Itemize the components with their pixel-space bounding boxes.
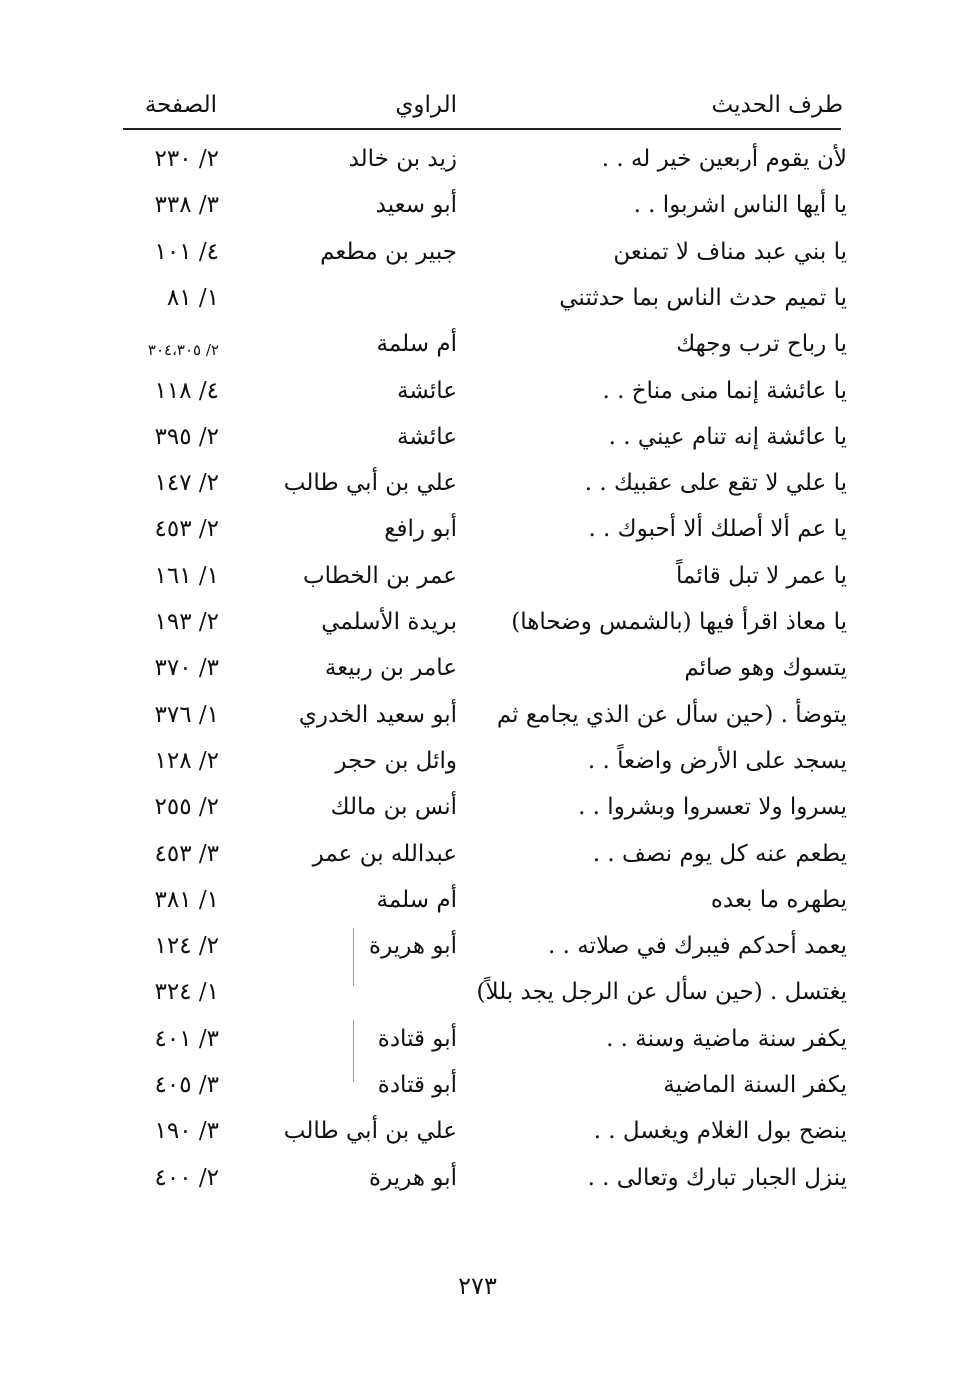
table-row xyxy=(0,462,955,508)
hadith-text: يا رباح ترب وجهك xyxy=(676,331,847,358)
table-row xyxy=(0,1064,955,1110)
narrator-name: علي بن أبي طالب xyxy=(283,470,457,497)
hadith-text: يطهره ما بعده xyxy=(710,886,847,913)
narrator-name: أبو قتادة xyxy=(377,1072,457,1098)
table-row xyxy=(0,555,955,601)
header-narrator: الراوي xyxy=(395,92,457,118)
narrator-name: عامر بن ربيعة xyxy=(324,655,457,682)
narrator-name: عائشة xyxy=(397,377,457,404)
table-row xyxy=(0,231,955,277)
page-ref: ٢/ ١٤٧ xyxy=(154,470,219,497)
narrator-name: أم سلمة xyxy=(376,331,457,358)
hadith-text: يغتسل . (حين سأل عن الرجل يجد بللاً) xyxy=(476,979,847,1006)
table-row xyxy=(0,740,955,786)
narrator-name: عائشة xyxy=(397,423,457,450)
hadith-text: يتوضأ . (حين سأل عن الذي يجامع ثم xyxy=(496,701,847,728)
hadith-text: يا أيها الناس اشربوا . . xyxy=(633,192,847,219)
table-row xyxy=(0,833,955,879)
hadith-text: يا معاذ اقرأ فيها (بالشمس وضحاها) xyxy=(511,609,847,635)
page-ref: ٢/ ١٢٤ xyxy=(154,933,219,960)
narrator-name: أبو هريرة xyxy=(369,933,457,960)
table-row xyxy=(0,694,955,740)
table-row xyxy=(0,971,955,1017)
narrator-name: أبو قتادة xyxy=(377,1025,457,1052)
hadith-text: يا بني عبد مناف لا تمنعن xyxy=(613,238,847,265)
hadith-text: يا عمر لا تبل قائماً xyxy=(676,562,847,589)
hadith-text: يسروا ولا تعسروا وبشروا . . xyxy=(578,794,847,821)
page-ref: ١/ ٣٨١ xyxy=(154,886,219,913)
narrator-name: أنس بن مالك xyxy=(330,794,457,821)
page-ref: ٢/ ٢٣٠ xyxy=(154,146,219,172)
table-row xyxy=(0,277,955,323)
table-row xyxy=(0,1018,955,1064)
page-ref: ١/ ٨١ xyxy=(166,284,219,311)
table-row xyxy=(0,138,955,184)
hadith-text: ينضح بول الغلام ويغسل . . xyxy=(593,1118,847,1145)
table-row xyxy=(0,1110,955,1156)
table-row xyxy=(0,925,955,971)
narrator-name: أبو سعيد الخدري xyxy=(298,701,457,728)
narrator-name: أبو رافع xyxy=(384,516,457,543)
hadith-text: يكفر سنة ماضية وسنة . . xyxy=(606,1025,847,1052)
margin-line xyxy=(353,928,354,986)
narrator-name: علي بن أبي طالب xyxy=(283,1118,457,1145)
header-page: الصفحة xyxy=(144,92,217,118)
narrator-name: جبير بن مطعم xyxy=(320,238,457,265)
narrator-name: عبدالله بن عمر xyxy=(312,840,457,867)
narrator-name: وائل بن حجر xyxy=(335,747,457,774)
page-ref: ٤/ ١١٨ xyxy=(154,377,219,404)
table-row xyxy=(0,786,955,832)
narrator-name: عمر بن الخطاب xyxy=(302,562,457,589)
table-row xyxy=(0,601,955,647)
page-ref: ٤/ ١٠١ xyxy=(154,238,219,265)
narrator-name: أبو هريرة xyxy=(369,1164,457,1191)
page-ref: ١/ ٣٧٦ xyxy=(154,701,219,728)
page-ref: ٢/ ١٩٣ xyxy=(154,609,219,635)
page-ref: ٢/ ٤٠٠ xyxy=(154,1164,219,1191)
page-ref: ٣/ ٤٠٥ xyxy=(154,1072,219,1098)
narrator-name: أبو سعيد xyxy=(375,192,457,219)
header-hadith: طرف الحديث xyxy=(711,92,843,118)
table-row xyxy=(0,879,955,925)
page-ref: ٣/ ١٩٠ xyxy=(154,1118,219,1145)
hadith-text: يا عائشة إنما منى مناخ . . xyxy=(602,377,847,404)
hadith-text: يسجد على الأرض واضعاً . . xyxy=(587,747,847,774)
hadith-text: لأن يقوم أربعين خير له . . xyxy=(601,146,847,172)
hadith-text: يا عم ألا أصلك ألا أحبوك . . xyxy=(588,516,847,543)
narrator-name: أم سلمة xyxy=(376,886,457,913)
hadith-text: يتسوك وهو صائم xyxy=(684,655,847,682)
page-ref: ٣/ ٤٠١ xyxy=(154,1025,219,1052)
page-ref: ١/ ٣٢٤ xyxy=(154,979,219,1006)
page-ref: ٢/ ٤٥٣ xyxy=(154,516,219,543)
header-rule xyxy=(123,128,841,130)
page-ref: ٣/ ٣٧٠ xyxy=(154,655,219,682)
page-ref: ٢/ ١٢٨ xyxy=(154,747,219,774)
table-row xyxy=(0,370,955,416)
hadith-text: يا علي لا تقع على عقبيك . . xyxy=(584,470,847,497)
page-ref: ٣/ ٣٣٨ xyxy=(154,192,219,219)
table-row xyxy=(0,647,955,693)
table-row xyxy=(0,1157,955,1203)
narrator-name: بريدة الأسلمي xyxy=(321,609,457,635)
hadith-text: يطعم عنه كل يوم نصف . . xyxy=(592,840,847,867)
margin-line xyxy=(353,1020,354,1082)
page-number: ٢٧٣ xyxy=(458,1272,497,1300)
hadith-text: يعمد أحدكم فيبرك في صلاته . . xyxy=(548,933,847,960)
page-ref: ٢/ ٣٩٥ xyxy=(154,423,219,450)
hadith-text: يا عائشة إنه تنام عيني . . xyxy=(608,423,847,450)
table-row xyxy=(0,323,955,369)
hadith-text: ينزل الجبار تبارك وتعالى . . xyxy=(587,1164,847,1191)
page-ref: ١/ ١٦١ xyxy=(154,562,219,589)
hadith-text: يا تميم حدث الناس بما حدثتني xyxy=(559,284,847,311)
page-ref: ٢/ ٢٥٥ xyxy=(154,794,219,821)
hadith-text: يكفر السنة الماضية xyxy=(663,1072,847,1098)
table-row xyxy=(0,184,955,230)
narrator-name: زيد بن خالد xyxy=(348,146,457,172)
page-ref: ٣/ ٤٥٣ xyxy=(154,840,219,867)
table-row xyxy=(0,508,955,554)
page-ref: ٢/ ٣٠٤،٣٠٥ xyxy=(147,341,219,360)
table-row xyxy=(0,416,955,462)
